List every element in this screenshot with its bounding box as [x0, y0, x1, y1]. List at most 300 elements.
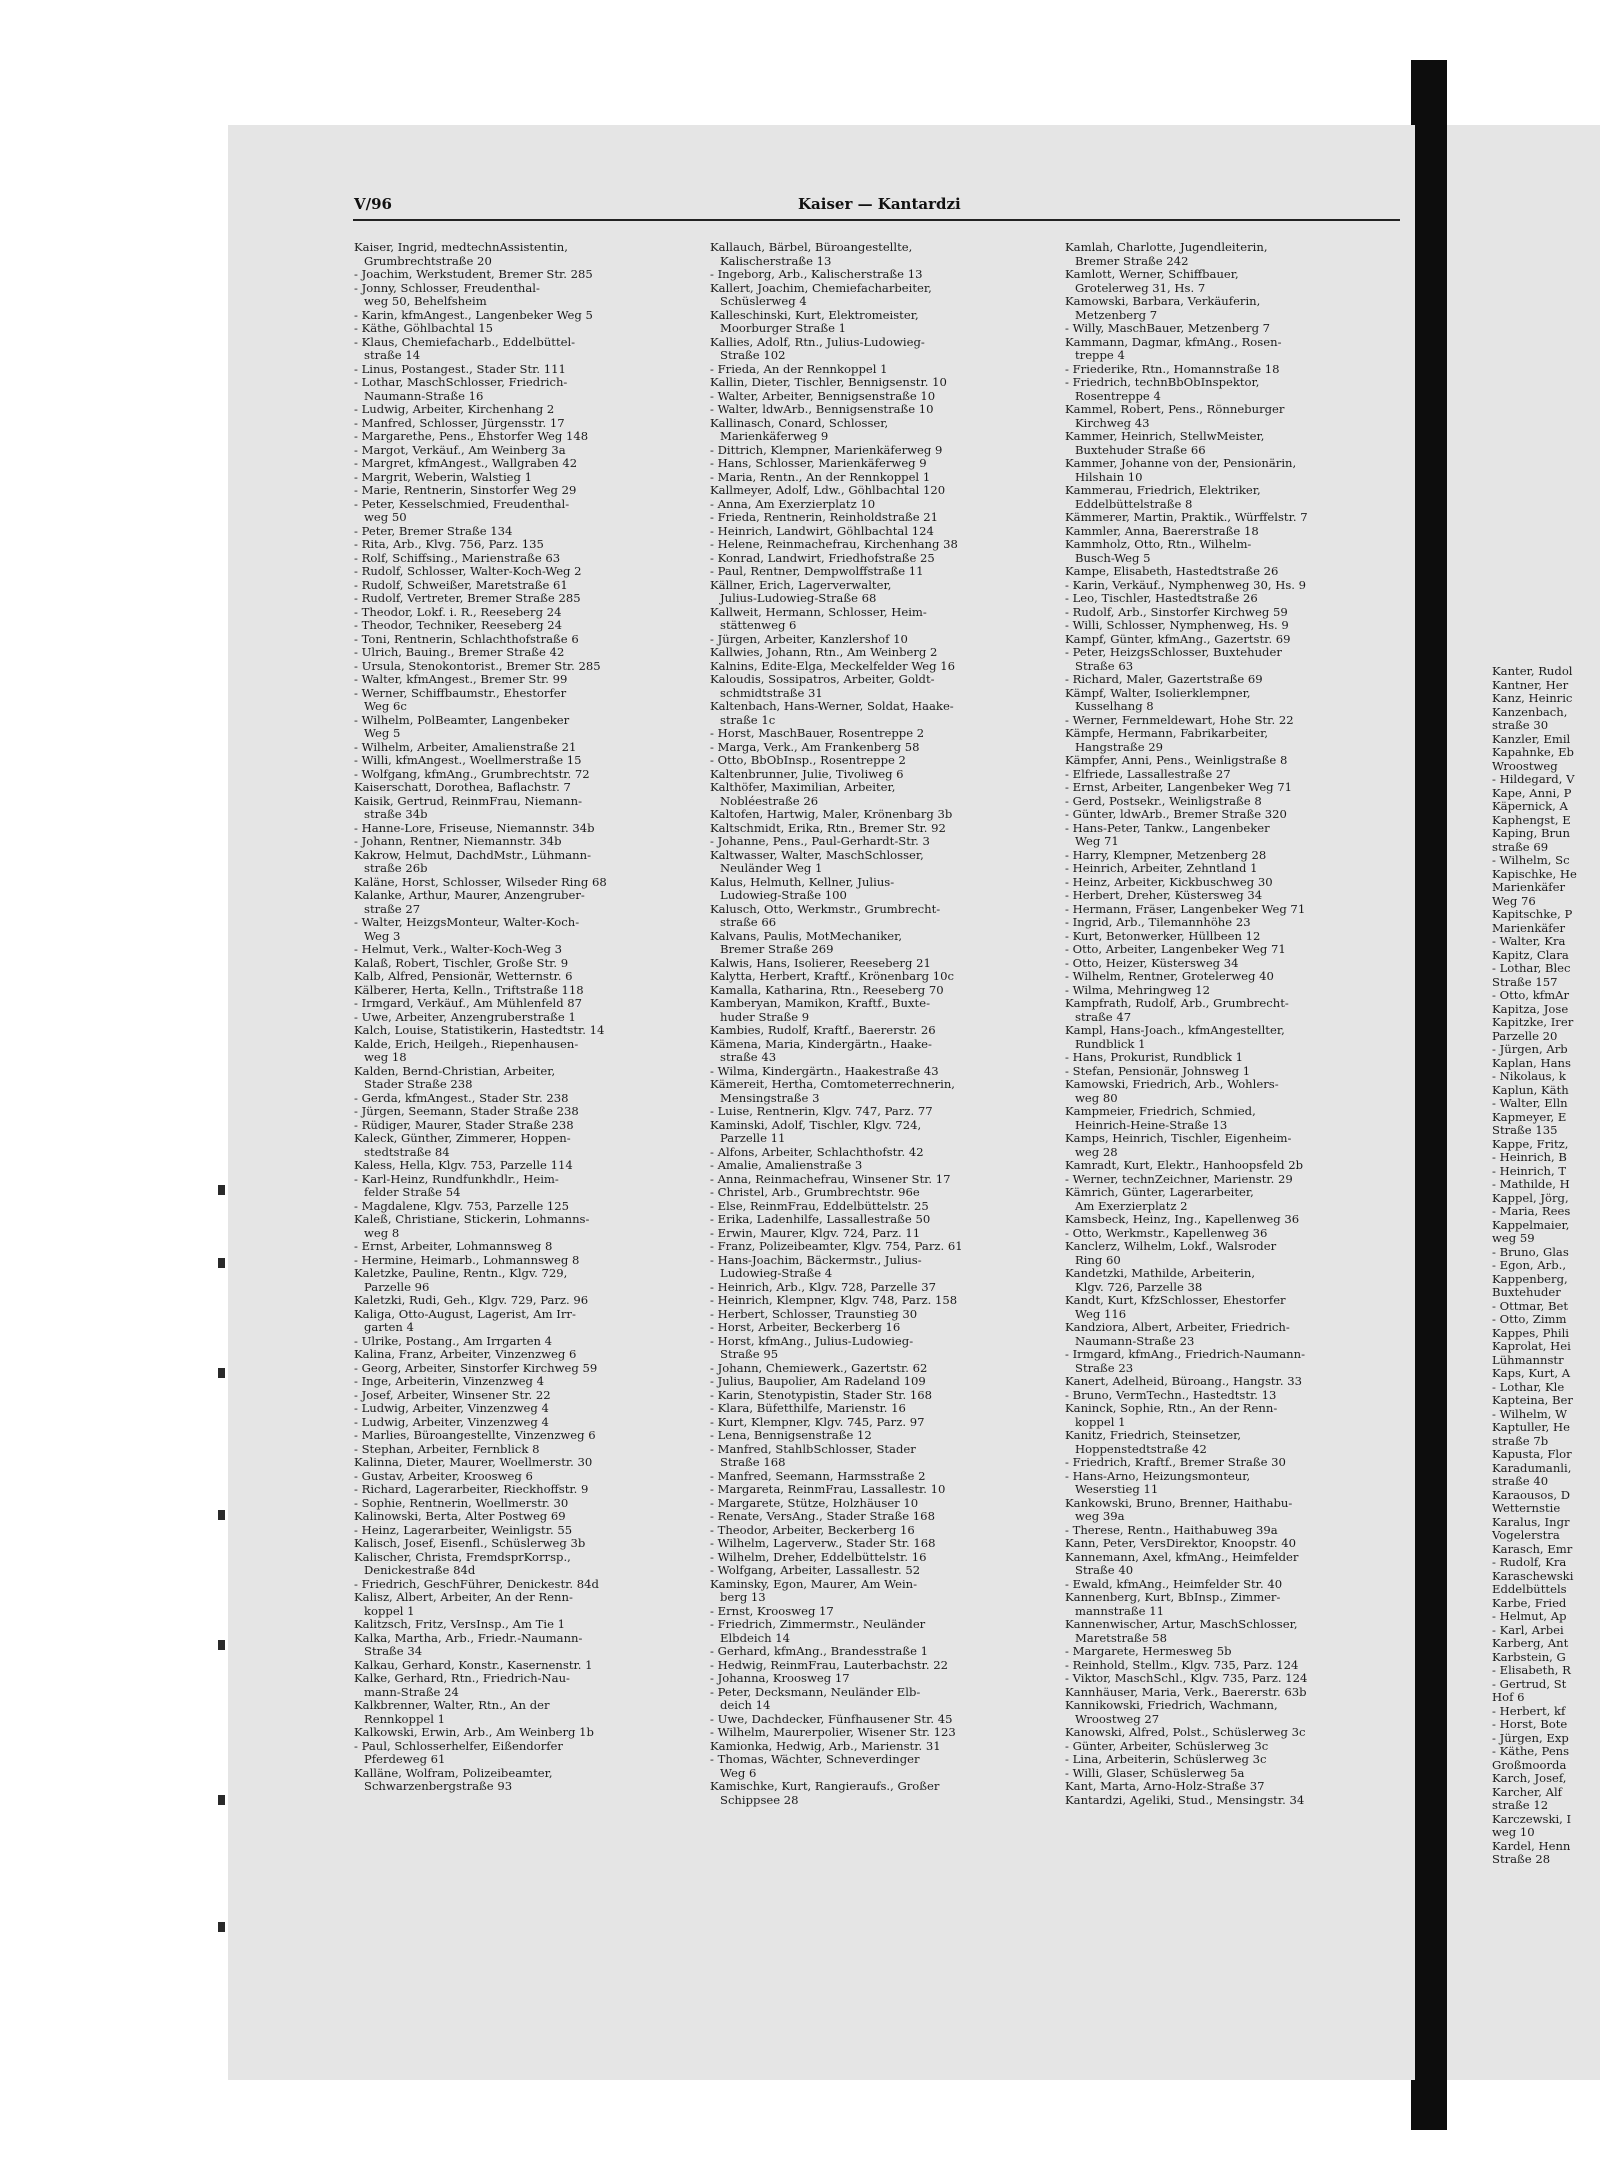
- entry-line: - Wilhelm, PolBeamter, Langenbeker: [354, 712, 570, 727]
- directory-entry: [710, 1686, 1055, 1713]
- directory-entry: [354, 430, 699, 444]
- entry-line: Kalina, Franz, Arbeiter, Vinzenzweg 6: [354, 1347, 577, 1361]
- adjacent-entry-fragment: Vogelerstra: [1492, 1528, 1560, 1542]
- directory-entry: [1065, 808, 1410, 822]
- entry-continuation-line: Hoppenstedtstraße 42: [1075, 1441, 1207, 1456]
- entry-continuation-line: Moorburger Straße 1: [720, 321, 847, 335]
- directory-entry: [710, 1227, 1055, 1241]
- entry-line: Kampe, Elisabeth, Hastedtstraße 26: [1065, 564, 1279, 578]
- adjacent-entry-fragment: - Heinrich, T: [1492, 1163, 1567, 1178]
- entry-continuation-line: Heinrich-Heine-Straße 13: [1075, 1117, 1228, 1132]
- directory-entry: [710, 1213, 1055, 1227]
- adjacent-entry-fragment: Kantner, Her: [1492, 677, 1569, 692]
- directory-entry: [1065, 1780, 1410, 1794]
- entry-column-1: [354, 241, 699, 1794]
- entry-line: Kamsbeck, Heinz, Ing., Kapellenweg 36: [1065, 1212, 1300, 1226]
- directory-entry: [1065, 1227, 1410, 1241]
- directory-entry: [710, 336, 1055, 363]
- directory-entry: [710, 957, 1055, 971]
- entry-continuation-line: koppel 1: [1075, 1414, 1126, 1429]
- entry-line: Kaltofen, Hartwig, Maler, Krönenbarg 3b: [710, 807, 953, 821]
- directory-entry: [710, 970, 1055, 984]
- directory-entry: [1065, 1321, 1410, 1348]
- directory-entry: [710, 781, 1055, 808]
- entry-line: Kallert, Joachim, Chemiefacharbeiter,: [710, 280, 932, 295]
- binding-mark: [218, 1258, 225, 1268]
- directory-entry: [354, 322, 699, 336]
- entry-continuation-line: mann-Straße 24: [364, 1684, 459, 1699]
- directory-entry: [354, 943, 699, 957]
- entry-line: Kammholz, Otto, Rtn., Wilhelm-: [1065, 537, 1252, 551]
- directory-entry: [1065, 1389, 1410, 1403]
- entry-line: Kaisik, Gertrud, ReinmFrau, Niemann-: [354, 793, 583, 808]
- entry-line: - Friedrich, Zimmermstr., Neuländer: [710, 1617, 926, 1631]
- entry-line: Kamalla, Katharina, Rtn., Reeseberg 70: [710, 982, 944, 997]
- directory-entry: [710, 822, 1055, 836]
- entry-line: Kampf, Günter, kfmAng., Gazertstr. 69: [1065, 631, 1291, 646]
- entry-line: Kämena, Maria, Kindergärtn., Haake-: [710, 1036, 932, 1051]
- entry-line: Kalinna, Dieter, Maurer, Woellmerstr. 30: [354, 1455, 593, 1469]
- entry-continuation-line: Schwarzenbergstraße 93: [364, 1779, 513, 1793]
- entry-continuation-line: straße 26b: [364, 861, 428, 875]
- entry-line: Kalischer, Christa, FremdsprKorrsp.,: [354, 1549, 571, 1564]
- adjacent-entry-fragment: Weg 76: [1492, 893, 1536, 908]
- directory-entry: [354, 1375, 699, 1389]
- entry-line: Kalch, Louise, Statistikerin, Hastedtstr. 14: [354, 1023, 605, 1037]
- adjacent-entry-fragment: - Lothar, Blec: [1492, 961, 1571, 975]
- entry-line: Kamps, Heinrich, Tischler, Eigenheim-: [1065, 1131, 1292, 1145]
- directory-entry: [1065, 1645, 1410, 1659]
- entry-line: - Werner, Schiffbaumstr., Ehestorfer: [354, 685, 567, 700]
- entry-continuation-line: Rennkoppel 1: [364, 1711, 446, 1726]
- directory-entry: [710, 525, 1055, 539]
- entry-line: - Ewald, kfmAng., Heimfelder Str. 40: [1065, 1576, 1283, 1591]
- entry-line: - Hans-Joachim, Bäckermstr., Julius-: [710, 1252, 922, 1267]
- directory-entry: [1065, 970, 1410, 984]
- entry-line: Kaletzki, Rudi, Geh., Klgv. 729, Parz. 96: [354, 1293, 589, 1307]
- adjacent-entry-fragment: Kanzenbach,: [1492, 704, 1568, 719]
- entry-line: Kalytta, Herbert, Kraftf., Krönenbarg 10c: [710, 969, 955, 983]
- directory-entry: [710, 835, 1055, 849]
- directory-entry: [710, 606, 1055, 633]
- directory-entry: [710, 808, 1055, 822]
- adjacent-entry-fragment: Kappelmaier,: [1492, 1217, 1570, 1232]
- entry-line: - Hermine, Heimarb., Lohmannsweg 8: [354, 1252, 580, 1267]
- directory-entry: [1065, 1686, 1410, 1700]
- entry-line: - Wilhelm, Arbeiter, Amalienstraße 21: [354, 739, 577, 754]
- entry-continuation-line: Hilshain 10: [1075, 469, 1143, 484]
- entry-line: - Maria, Rentn., An der Rennkoppel 1: [710, 469, 931, 484]
- entry-continuation-line: Ludowieg-Straße 100: [720, 888, 847, 902]
- entry-line: - Georg, Arbeiter, Sinstorfer Kirchweg 59: [354, 1360, 598, 1375]
- entry-line: Kalläne, Wolfram, Polizeibeamter,: [354, 1765, 553, 1780]
- entry-line: - Friedrich, GeschFührer, Denickestr. 84d: [354, 1576, 599, 1591]
- adjacent-entry-fragment: - Herbert, kf: [1492, 1703, 1566, 1718]
- directory-entry: [710, 498, 1055, 512]
- directory-entry: [354, 376, 699, 403]
- adjacent-entry-fragment: - Karl, Arbei: [1492, 1622, 1564, 1637]
- entry-continuation-line: weg 28: [1075, 1144, 1118, 1159]
- entry-line: - Wolfgang, Arbeiter, Lassallestr. 52: [710, 1563, 921, 1577]
- adjacent-entry-fragment: Kaptuller, He: [1492, 1420, 1571, 1434]
- entry-line: Kallmeyer, Adolf, Ldw., Göhlbachtal 120: [710, 483, 946, 497]
- directory-entry: [710, 565, 1055, 579]
- entry-line: - Ursula, Stenokontorist., Bremer Str. 285: [354, 658, 601, 673]
- entry-line: - Theodor, Lokf. i. R., Reeseberg 24: [354, 604, 562, 619]
- entry-line: Kallweit, Hermann, Schlosser, Heim-: [710, 604, 927, 619]
- entry-continuation-line: Weg 71: [1075, 834, 1119, 848]
- directory-entry: [1065, 322, 1410, 336]
- entry-line: - Hans, Prokurist, Rundblick 1: [1065, 1050, 1243, 1064]
- directory-entry: [710, 768, 1055, 782]
- directory-entry: [710, 1659, 1055, 1673]
- adjacent-entry-fragment: Kape, Anni, P: [1492, 785, 1572, 800]
- directory-entry: [354, 957, 699, 971]
- directory-entry: [1065, 1726, 1410, 1740]
- entry-line: Kaiser, Ingrid, medtechnAssistentin,: [354, 241, 568, 254]
- entry-line: - Christel, Arb., Grumbrechtstr. 96e: [710, 1185, 920, 1199]
- entry-continuation-line: Kalischerstraße 13: [720, 253, 832, 268]
- entry-continuation-line: Busch-Weg 5: [1075, 550, 1151, 565]
- adjacent-entry-fragment: straße 40: [1492, 1474, 1549, 1488]
- adjacent-entry-fragment: Kaphengst, E: [1492, 812, 1571, 827]
- entry-line: - Otto, Heizer, Küstersweg 34: [1065, 955, 1239, 970]
- entry-continuation-line: garten 4: [364, 1320, 414, 1334]
- entry-line: Kanowski, Alfred, Polst., Schüslerweg 3c: [1065, 1725, 1306, 1739]
- directory-entry: [1065, 430, 1410, 457]
- entry-continuation-line: straße 14: [364, 348, 421, 362]
- entry-line: - Toni, Rentnerin, Schlachthofstraße 6: [354, 631, 579, 646]
- entry-continuation-line: felder Straße 54: [364, 1185, 461, 1199]
- entry-line: - Peter, Bremer Straße 134: [354, 523, 513, 538]
- adjacent-entry-fragment: Kapmeyer, E: [1492, 1109, 1567, 1124]
- directory-entry: [710, 660, 1055, 674]
- directory-entry: [1065, 889, 1410, 903]
- entry-continuation-line: Grotelerweg 31, Hs. 7: [1075, 280, 1206, 295]
- adjacent-entry-fragment: straße 69: [1492, 839, 1549, 854]
- entry-continuation-line: Mensingstraße 3: [720, 1090, 820, 1105]
- entry-line: Kämereit, Hertha, Comtometerrechnerin,: [710, 1077, 955, 1091]
- adjacent-entry-fragment: - Helmut, Ap: [1492, 1609, 1567, 1623]
- directory-entry: [354, 1672, 699, 1699]
- directory-entry: [354, 768, 699, 782]
- directory-entry: [354, 1618, 699, 1632]
- directory-entry: [354, 1578, 699, 1592]
- adjacent-entry-fragment: - Horst, Bote: [1492, 1717, 1568, 1731]
- entry-line: - Klara, Büfetthilfe, Marienstr. 16: [710, 1401, 906, 1415]
- entry-continuation-line: Weg 5: [364, 726, 401, 740]
- directory-entry: [1065, 1159, 1410, 1173]
- entry-continuation-line: Weserstieg 11: [1075, 1482, 1159, 1496]
- entry-line: Kaltenbach, Hans-Werner, Soldat, Haake-: [710, 699, 954, 713]
- entry-line: - Walter, ldwArb., Bennigsenstraße 10: [710, 402, 934, 416]
- directory-entry: [710, 484, 1055, 498]
- directory-entry: [354, 1767, 699, 1794]
- entry-continuation-line: koppel 1: [364, 1603, 415, 1618]
- adjacent-entry-fragment: Kapischke, He: [1492, 866, 1577, 881]
- entry-line: - Hedwig, ReinmFrau, Lauterbachstr. 22: [710, 1657, 948, 1672]
- directory-entry: [1065, 1551, 1410, 1578]
- entry-line: - Ludwig, Arbeiter, Vinzenzweg 4: [354, 1414, 549, 1429]
- entry-continuation-line: Metzenberg 7: [1075, 307, 1158, 322]
- entry-line: Kalkowski, Erwin, Arb., Am Weinberg 1b: [354, 1725, 594, 1739]
- entry-line: - Willi, Schlosser, Nymphenweg, Hs. 9: [1065, 618, 1289, 632]
- entry-line: - Margarete, Hermesweg 5b: [1065, 1644, 1232, 1658]
- directory-entry: [710, 1524, 1055, 1538]
- entry-line: Kalisz, Albert, Arbeiter, An der Renn-: [354, 1590, 573, 1604]
- entry-line: - Karin, kfmAngest., Langenbeker Weg 5: [354, 307, 593, 322]
- entry-line: Källner, Erich, Lagerverwalter,: [710, 577, 892, 592]
- entry-line: Kamlah, Charlotte, Jugendleiterin,: [1065, 241, 1268, 254]
- directory-entry: [710, 1483, 1055, 1497]
- directory-entry: [354, 1740, 699, 1767]
- entry-continuation-line: Klgv. 726, Parzelle 38: [1075, 1279, 1203, 1294]
- entry-line: Kammer, Heinrich, StellwMeister,: [1065, 429, 1265, 443]
- directory-entry: [1065, 633, 1410, 647]
- entry-line: Kaltenbrunner, Julie, Tivoliweg 6: [710, 766, 904, 781]
- directory-entry: [710, 1119, 1055, 1146]
- entry-line: Kaltwasser, Walter, MaschSchlosser,: [710, 847, 924, 862]
- directory-entry: [1065, 376, 1410, 403]
- directory-entry: [354, 876, 699, 890]
- entry-line: Kaiserschatt, Dorothea, Baflachstr. 7: [354, 780, 571, 794]
- entry-line: - Margarete, Stütze, Holzhäuser 10: [710, 1495, 919, 1510]
- entry-line: Kammel, Robert, Pens., Rönneburger: [1065, 402, 1285, 416]
- entry-line: - Marga, Verk., Am Frankenberg 58: [710, 739, 920, 754]
- directory-entry: [710, 1362, 1055, 1376]
- adjacent-entry-fragment: Kanter, Rudol: [1492, 665, 1573, 678]
- entry-line: Kalanke, Arthur, Maurer, Anzengruber-: [354, 888, 585, 902]
- directory-entry: [1065, 1470, 1410, 1497]
- directory-entry: [710, 984, 1055, 998]
- entry-line: - Herbert, Schlosser, Traunstieg 30: [710, 1306, 918, 1321]
- directory-entry: [1065, 1132, 1410, 1159]
- directory-entry: [1065, 484, 1410, 511]
- entry-line: - Rudolf, Arb., Sinstorfer Kirchweg 59: [1065, 604, 1288, 619]
- entry-line: - Wilhelm, Maurerpolier, Wisener Str. 123: [710, 1725, 956, 1739]
- entry-line: Kamionka, Hedwig, Arb., Marienstr. 31: [710, 1738, 941, 1753]
- entry-line: - Harry, Klempner, Metzenberg 28: [1065, 847, 1267, 862]
- directory-entry: [1065, 1524, 1410, 1538]
- directory-entry: [354, 1038, 699, 1065]
- directory-entry: [354, 849, 699, 876]
- entry-line: Kalinowski, Berta, Alter Postweg 69: [354, 1509, 566, 1523]
- entry-line: - Lena, Bennigsenstraße 12: [710, 1428, 872, 1442]
- entry-line: Kannikowski, Friedrich, Wachmann,: [1065, 1698, 1278, 1712]
- entry-line: Kambies, Rudolf, Kraftf., Baererstr. 26: [710, 1023, 936, 1037]
- entry-line: - Marlies, Büroangestellte, Vinzenzweg 6: [354, 1428, 596, 1442]
- directory-entry: [1065, 673, 1410, 687]
- entry-line: - Günter, ldwArb., Bremer Straße 320: [1065, 807, 1287, 821]
- entry-line: - Heinz, Arbeiter, Kickbuschweg 30: [1065, 874, 1273, 889]
- adjacent-entry-fragment: - Otto, kfmAr: [1492, 988, 1570, 1002]
- adjacent-entry-fragment: Kapteina, Ber: [1492, 1393, 1573, 1407]
- directory-entry: [1065, 511, 1410, 525]
- directory-entry: [710, 1780, 1055, 1807]
- directory-entry: [354, 1092, 699, 1106]
- directory-entry: [1065, 646, 1410, 673]
- directory-entry: [710, 1726, 1055, 1740]
- directory-entry: [1065, 822, 1410, 849]
- adjacent-entry-fragment: Marienkäfer: [1492, 920, 1565, 935]
- adjacent-entry-fragment: straße 12: [1492, 1798, 1549, 1812]
- book-spine: [1411, 60, 1447, 2130]
- entry-line: - Horst, kfmAng., Julius-Ludowieg-: [710, 1333, 914, 1348]
- entry-line: - Frieda, An der Rennkoppel 1: [710, 361, 888, 376]
- directory-entry: [354, 579, 699, 593]
- entry-line: - Heinrich, Klempner, Klgv. 748, Parz. 158: [710, 1293, 958, 1307]
- entry-continuation-line: Naumann-Straße 23: [1075, 1333, 1195, 1348]
- entry-line: Kandt, Kurt, KfzSchlosser, Ehestorfer: [1065, 1293, 1286, 1307]
- directory-entry: [354, 1537, 699, 1551]
- directory-entry: [710, 417, 1055, 444]
- directory-entry: [710, 997, 1055, 1024]
- entry-line: - Herbert, Dreher, Küstersweg 34: [1065, 888, 1263, 902]
- directory-entry: [354, 660, 699, 674]
- entry-line: - Ludwig, Arbeiter, Vinzenzweg 4: [354, 1401, 549, 1415]
- directory-entry: [1065, 1578, 1410, 1592]
- entry-line: Kämmerer, Martin, Praktik., Würffelstr. 7: [1065, 510, 1308, 524]
- entry-line: - Wolfgang, kfmAng., Grumbrechtstr. 72: [354, 766, 590, 781]
- entry-line: - Helene, Reinmachefrau, Kirchenhang 38: [710, 537, 958, 551]
- directory-entry: [354, 633, 699, 647]
- adjacent-entry-fragment: Kapitza, Jose: [1492, 1001, 1569, 1016]
- directory-entry: [354, 1497, 699, 1511]
- adjacent-entry-fragment: - Nikolaus, k: [1492, 1069, 1566, 1083]
- directory-entry: [710, 1389, 1055, 1403]
- directory-entry: [1065, 1051, 1410, 1065]
- directory-entry: [710, 363, 1055, 377]
- directory-entry: [1065, 1065, 1410, 1079]
- entry-line: - Elfriede, Lassallestraße 27: [1065, 766, 1231, 781]
- adjacent-entry-fragment: Großmoorda: [1492, 1757, 1567, 1772]
- entry-column-3: [1065, 241, 1410, 1807]
- directory-entry: [354, 471, 699, 485]
- directory-entry: [354, 1173, 699, 1200]
- entry-line: - Peter, Decksmann, Neuländer Elb-: [710, 1684, 921, 1699]
- entry-line: - Lina, Arbeiterin, Schüslerweg 3c: [1065, 1752, 1267, 1766]
- entry-continuation-line: mannstraße 11: [1075, 1603, 1164, 1618]
- directory-entry: [710, 1645, 1055, 1659]
- directory-entry: [1065, 957, 1410, 971]
- directory-entry: [1065, 876, 1410, 890]
- directory-entry: [710, 1335, 1055, 1362]
- entry-line: Kämpfe, Hermann, Fabrikarbeiter,: [1065, 726, 1269, 740]
- entry-line: - Werner, technZeichner, Marienstr. 29: [1065, 1171, 1293, 1186]
- entry-continuation-line: Neuländer Weg 1: [720, 861, 823, 875]
- entry-continuation-line: Straße 168: [720, 1455, 786, 1469]
- adjacent-entry-fragment: - Egon, Arb.,: [1492, 1258, 1567, 1272]
- entry-continuation-line: stättenweg 6: [720, 618, 797, 632]
- entry-line: - Uwe, Arbeiter, Anzengruberstraße 1: [354, 1009, 576, 1024]
- entry-line: - Reinhold, Stellm., Klgv. 735, Parz. 124: [1065, 1657, 1299, 1672]
- directory-entry: [1065, 1024, 1410, 1051]
- directory-entry: [354, 498, 699, 525]
- directory-entry: [1065, 903, 1410, 917]
- entry-line: - Richard, Lagerarbeiter, Rieckhoffstr. 9: [354, 1482, 589, 1496]
- entry-line: - Heinrich, Arb., Klgv. 728, Parzelle 37: [710, 1279, 936, 1294]
- entry-line: - Theodor, Arbeiter, Beckerberg 16: [710, 1522, 915, 1537]
- adjacent-entry-fragment: Karbstein, G: [1492, 1649, 1566, 1664]
- entry-line: - Peter, Kesselschmied, Freudenthal-: [354, 496, 570, 511]
- entry-line: Kalkau, Gerhard, Konstr., Kasernenstr. 1: [354, 1657, 593, 1672]
- directory-entry: [710, 1281, 1055, 1295]
- directory-entry: [710, 1416, 1055, 1430]
- adjacent-entry-fragment: - Bruno, Glas: [1492, 1244, 1569, 1259]
- directory-entry: [1065, 1672, 1410, 1686]
- entry-line: - Hans-Peter, Tankw., Langenbeker: [1065, 820, 1270, 835]
- directory-entry: [1065, 1497, 1410, 1524]
- directory-entry: [710, 646, 1055, 660]
- directory-entry: [710, 471, 1055, 485]
- entry-line: - Paul, Rentner, Dempwolffstraße 11: [710, 564, 924, 578]
- directory-entry: [710, 1564, 1055, 1578]
- directory-entry: [1065, 457, 1410, 484]
- directory-entry: [1065, 714, 1410, 728]
- directory-entry: [710, 1200, 1055, 1214]
- directory-entry: [710, 754, 1055, 768]
- entry-continuation-line: Nobléestraße 26: [720, 793, 819, 808]
- entry-line: - Rüdiger, Maurer, Stader Straße 238: [354, 1117, 574, 1132]
- entry-line: Kalkbrenner, Walter, Rtn., An der: [354, 1698, 550, 1712]
- entry-line: - Else, ReinmFrau, Eddelbüttelstr. 25: [710, 1198, 929, 1213]
- directory-entry: [354, 1240, 699, 1254]
- directory-entry: [354, 1416, 699, 1430]
- directory-entry: [1065, 1794, 1410, 1808]
- directory-entry: [354, 484, 699, 498]
- entry-line: Kannemann, Axel, kfmAng., Heimfelder: [1065, 1549, 1299, 1564]
- entry-line: Kämpfer, Anni, Pens., Weinligstraße 8: [1065, 753, 1288, 767]
- entry-line: - Konrad, Landwirt, Friedhofstraße 25: [710, 550, 935, 565]
- directory-entry: [354, 1443, 699, 1457]
- entry-continuation-line: Rosentreppe 4: [1075, 388, 1161, 403]
- adjacent-entry-fragment: Eddelbüttels: [1492, 1582, 1567, 1596]
- entry-line: Kämrich, Günter, Lagerarbeiter,: [1065, 1185, 1254, 1199]
- directory-entry: [354, 1011, 699, 1025]
- entry-line: - Linus, Postangest., Stader Str. 111: [354, 361, 566, 376]
- entry-column-2: [710, 241, 1055, 1807]
- entry-line: - Margret, kfmAngest., Wallgraben 42: [354, 456, 578, 470]
- directory-entry: [354, 336, 699, 363]
- entry-line: Kandetzki, Mathilde, Arbeiterin,: [1065, 1266, 1256, 1280]
- adjacent-entry-fragment: Karbe, Fried: [1492, 1595, 1567, 1610]
- entry-line: Kanitz, Friedrich, Steinsetzer,: [1065, 1428, 1242, 1442]
- entry-line: Kalke, Gerhard, Rtn., Friedrich-Nau-: [354, 1671, 570, 1685]
- adjacent-entry-fragment: Kaplun, Käth: [1492, 1082, 1569, 1097]
- adjacent-entry-fragment: Straße 135: [1492, 1123, 1558, 1137]
- entry-line: - Theodor, Techniker, Reeseberg 24: [354, 618, 562, 632]
- entry-continuation-line: Buxtehuder Straße 66: [1075, 442, 1206, 457]
- entry-line: Kamlott, Werner, Schiffbauer,: [1065, 267, 1239, 281]
- directory-entry: [354, 1254, 699, 1268]
- directory-entry: [710, 1105, 1055, 1119]
- entry-line: - Bruno, VermTechn., Hastedtstr. 13: [1065, 1387, 1277, 1402]
- directory-entry: [354, 1132, 699, 1159]
- directory-entry: [710, 1470, 1055, 1484]
- entry-line: - Helmut, Verk., Walter-Koch-Weg 3: [354, 942, 562, 956]
- directory-entry: [710, 309, 1055, 336]
- directory-entry: [710, 241, 1055, 268]
- directory-entry: [354, 984, 699, 998]
- entry-line: Kalitzsch, Fritz, VersInsp., Am Tie 1: [354, 1617, 566, 1631]
- directory-entry: [710, 552, 1055, 566]
- adjacent-entry-fragment: Kapitzke, Irer: [1492, 1015, 1574, 1029]
- directory-entry: [710, 1024, 1055, 1038]
- entry-line: - Jürgen, Arbeiter, Kanzlershof 10: [710, 631, 908, 646]
- directory-entry: [354, 822, 699, 836]
- directory-entry: [354, 241, 699, 268]
- entry-line: - Josef, Arbeiter, Winsener Str. 22: [354, 1387, 551, 1402]
